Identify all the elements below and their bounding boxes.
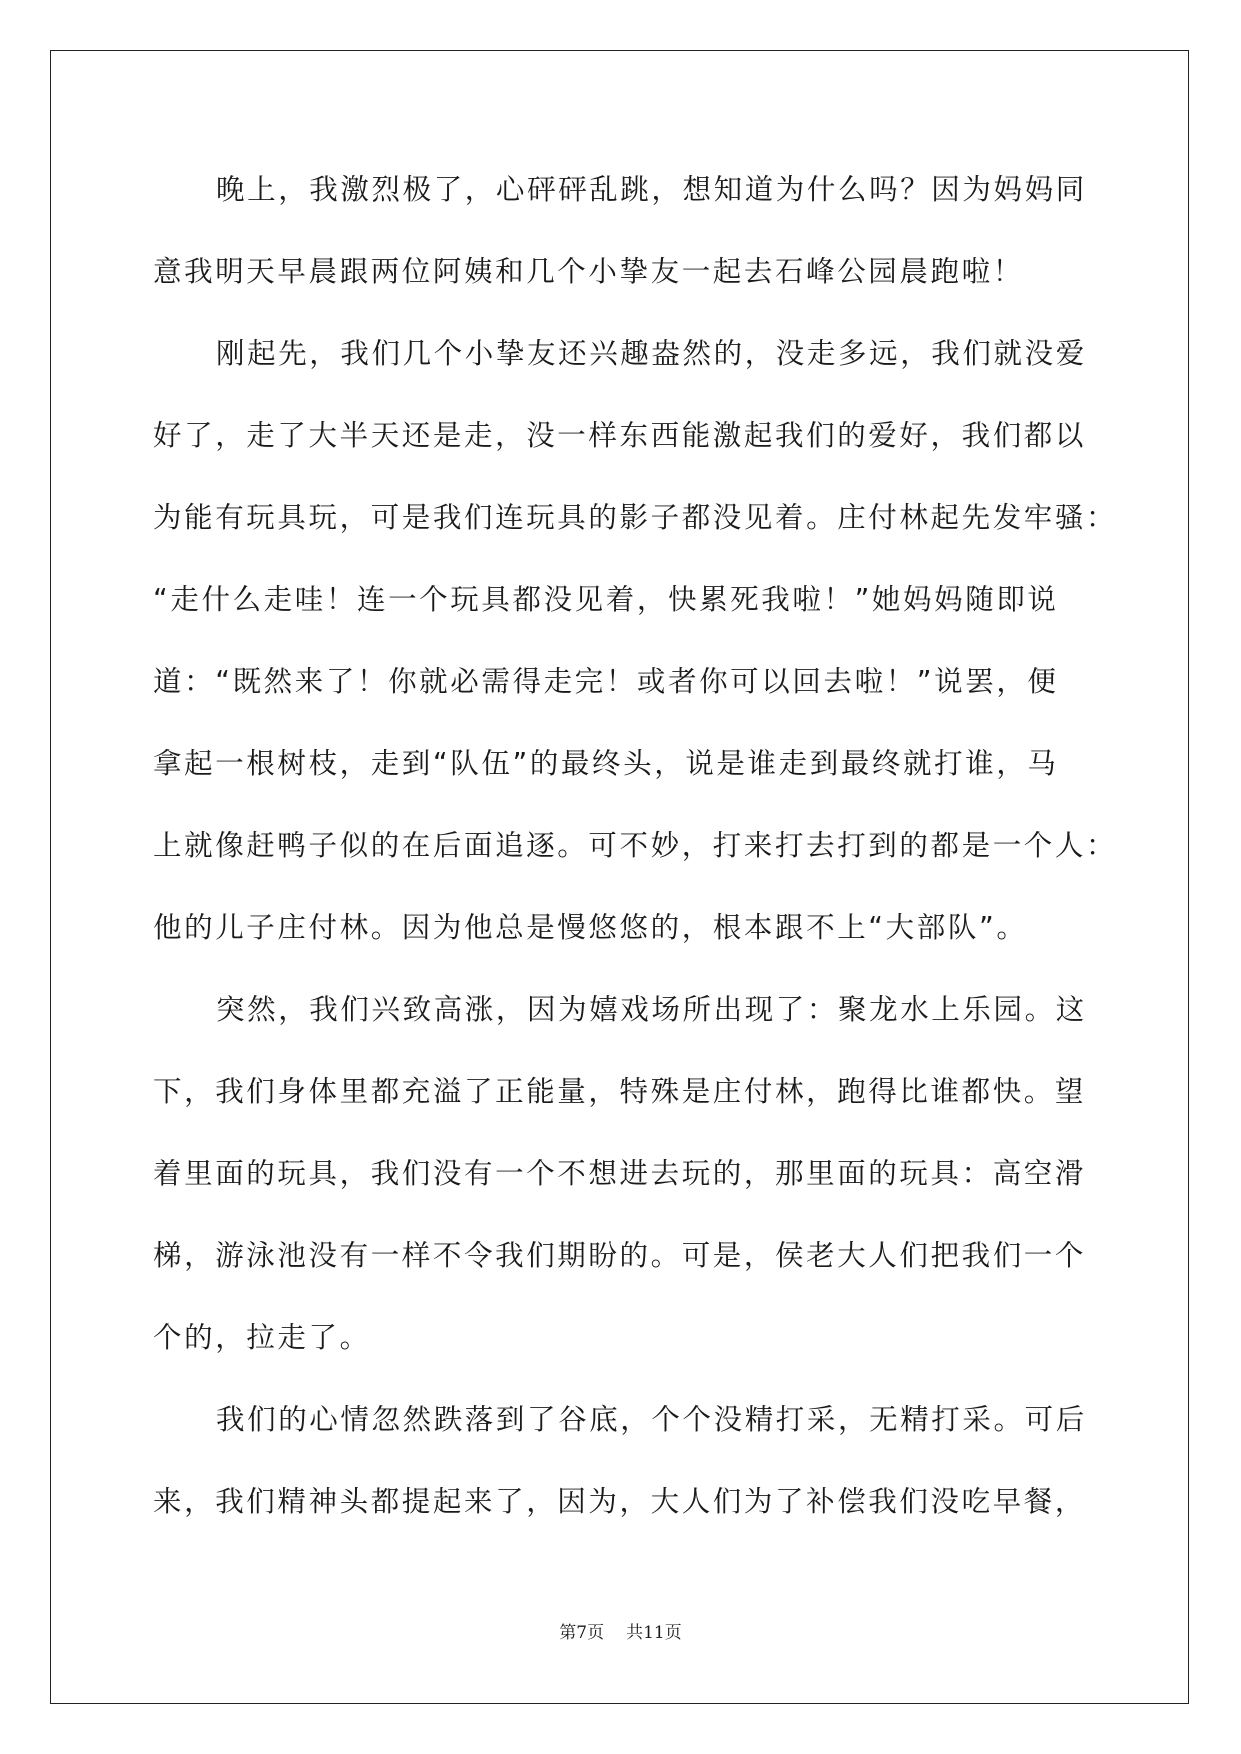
text-line: 拿起一根树枝，走到“队伍”的最终头，说是谁走到最终就打谁，马	[153, 747, 1059, 780]
text-line: 意我明天早晨跟两位阿姨和几个小挚友一起去石峰公园晨跑啦！	[153, 255, 1024, 288]
text-line: 梯，游泳池没有一样不令我们期盼的。可是，侯老大人们把我们一个	[153, 1239, 1087, 1272]
document-body	[153, 160, 1118, 1554]
text-line: 道：“既然来了！你就必需得走完！或者你可以回去啦！”说罢，便	[153, 665, 1059, 698]
text-line: 他的儿子庄付林。因为他总是慢悠悠的，根本跟不上“大部队”。	[153, 911, 1028, 944]
page-total: 共11页	[626, 1623, 682, 1643]
text-line: 下，我们身体里都充溢了正能量，特殊是庄付林，跑得比谁都快。望	[153, 1075, 1087, 1108]
text-line: 来，我们精神头都提起来了，因为，大人们为了补偿我们没吃早餐，	[153, 1485, 1087, 1518]
page-number: 第7页	[559, 1623, 605, 1643]
text-line: 为能有玩具玩，可是我们连玩具的影子都没见着。庄付林起先发牢骚：	[153, 501, 1118, 534]
text-line: 好了，走了大半天还是走，没一样东西能激起我们的爱好，我们都以	[153, 419, 1087, 452]
text-line: 我们的心情忽然跌落到了谷底，个个没精打采，无精打采。可后	[216, 1403, 1087, 1436]
text-line: 突然，我们兴致高涨，因为嬉戏场所出现了：聚龙水上乐园。这	[216, 993, 1087, 1026]
text-line: 刚起先，我们几个小挚友还兴趣盎然的，没走多远，我们就没爱	[216, 337, 1087, 370]
page-footer	[0, 1618, 1241, 1643]
text-line: 个的，拉走了。	[153, 1321, 371, 1354]
text-line: “走什么走哇！连一个玩具都没见着，快累死我啦！”她妈妈随即说	[153, 583, 1059, 616]
text-line: 晚上，我激烈极了，心砰砰乱跳，想知道为什么吗？因为妈妈同	[216, 173, 1087, 206]
text-line: 上就像赶鸭子似的在后面追逐。可不妙，打来打去打到的都是一个人：	[153, 829, 1118, 862]
text-line: 着里面的玩具，我们没有一个不想进去玩的，那里面的玩具：高空滑	[153, 1157, 1087, 1190]
